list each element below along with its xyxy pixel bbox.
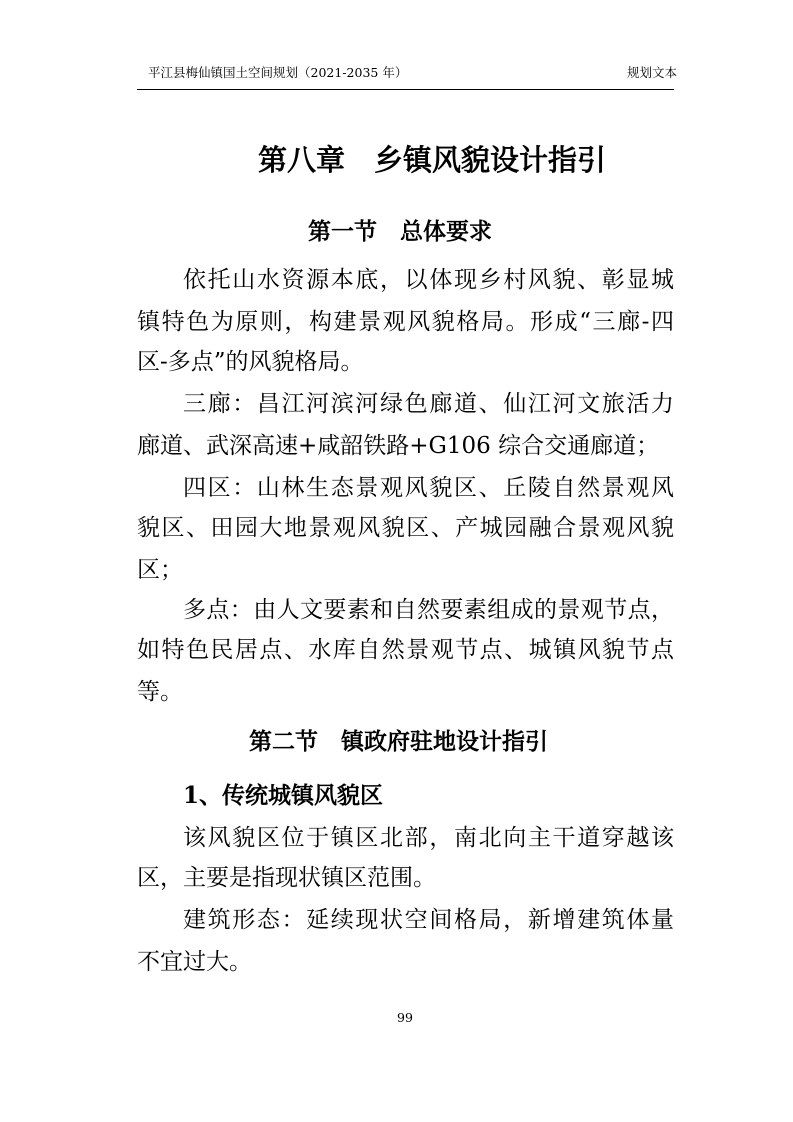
section-1-title: 第一节 总体要求	[308, 218, 492, 245]
header-document-title: 平江县梅仙镇国土空间规划（2021-2035 年）	[148, 65, 408, 80]
header-document-type: 规划文本	[627, 65, 678, 80]
page-number: 99	[397, 1010, 413, 1025]
paragraph-line: 镇特色为原则，构建景观风貌格局。形成“三廊-四	[137, 309, 674, 335]
paragraph-line: 区-多点”的风貌格局。	[137, 349, 364, 375]
paragraph-line: 建筑形态：延续现状空间格局，新增建筑体量	[183, 907, 674, 933]
paragraph-line: 依托山水资源本底，以体现乡村风貌、彰显城	[183, 267, 674, 293]
paragraph-line: 多点：由人文要素和自然要素组成的景观节点，	[183, 597, 674, 623]
paragraph-line: 等。	[137, 679, 183, 705]
paragraph-line: 廊道、武深高速+咸韶铁路+G106 综合交通廊道；	[137, 433, 660, 459]
paragraph-line: 貌区、田园大地景观风貌区、产城园融合景观风貌	[137, 515, 674, 541]
paragraph-line: 不宜过大。	[137, 949, 252, 975]
header-divider	[137, 89, 674, 90]
section-2-title: 第二节 镇政府驻地设计指引	[249, 728, 548, 755]
paragraph-line: 三廊：昌江河滨河绿色廊道、仙江河文旅活力	[183, 391, 674, 417]
paragraph-line: 四区：山林生态景观风貌区、丘陵自然景观风	[183, 475, 674, 501]
chapter-title: 第八章 乡镇风貌设计指引	[258, 143, 607, 177]
paragraph-line: 区；	[137, 557, 183, 583]
paragraph-line: 如特色民居点、水库自然景观节点、城镇风貌节点	[137, 637, 674, 663]
paragraph-line: 区，主要是指现状镇区范围。	[137, 865, 436, 891]
paragraph-line: 该风貌区位于镇区北部，南北向主干道穿越该	[183, 825, 674, 851]
subsection-title: 1、传统城镇风貌区	[183, 782, 384, 809]
